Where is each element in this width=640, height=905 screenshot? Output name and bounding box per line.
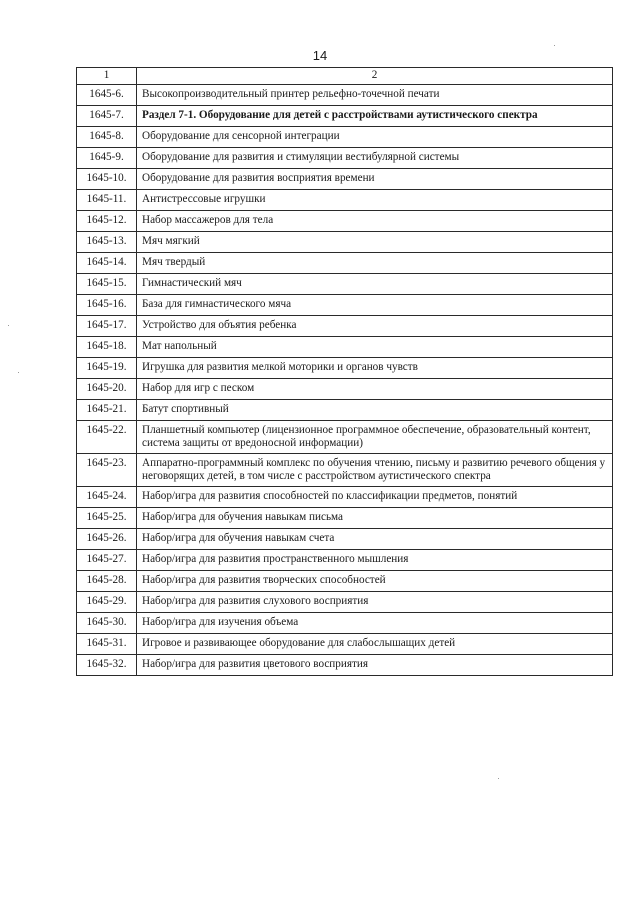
row-number: 1645-6. <box>77 85 137 106</box>
row-item-name: Оборудование для развития восприятия времени <box>137 169 613 190</box>
row-item-name: Гимнастический мяч <box>137 274 613 295</box>
row-number: 1645-31. <box>77 634 137 655</box>
row-item-name: Мяч мягкий <box>137 232 613 253</box>
table-row <box>77 454 613 487</box>
table-row <box>77 232 613 253</box>
row-number: 1645-13. <box>77 232 137 253</box>
row-item-name: Набор/игра для развития слухового восприятия <box>137 592 613 613</box>
table-row <box>77 169 613 190</box>
row-item-name: Набор/игра для развития способностей по классификации предметов, понятий <box>137 487 613 508</box>
row-number: 1645-15. <box>77 274 137 295</box>
row-number: 1645-18. <box>77 337 137 358</box>
table-header-row <box>77 68 613 85</box>
row-number: 1645-21. <box>77 400 137 421</box>
table-row <box>77 550 613 571</box>
row-number: 1645-10. <box>77 169 137 190</box>
row-item-name: Набор/игра для обучения навыкам письма <box>137 508 613 529</box>
row-number: 1645-25. <box>77 508 137 529</box>
row-item-name: Устройство для объятия ребенка <box>137 316 613 337</box>
table-row <box>77 634 613 655</box>
row-number: 1645-24. <box>77 487 137 508</box>
row-item-name: Набор массажеров для тела <box>137 211 613 232</box>
table-row <box>77 148 613 169</box>
scan-speck <box>554 45 555 46</box>
row-item-name: Батут спортивный <box>137 400 613 421</box>
row-number: 1645-14. <box>77 253 137 274</box>
row-number: 1645-28. <box>77 571 137 592</box>
table-row <box>77 421 613 454</box>
row-number: 1645-23. <box>77 454 137 487</box>
table-row <box>77 400 613 421</box>
row-number: 1645-26. <box>77 529 137 550</box>
row-item-name: Игровое и развивающее оборудование для слабослышащих детей <box>137 634 613 655</box>
header-col-name: 2 <box>137 68 613 85</box>
table-row <box>77 253 613 274</box>
row-item-name: Набор для игр с песком <box>137 379 613 400</box>
scan-speck <box>498 778 499 779</box>
table-body <box>77 68 613 676</box>
table-row <box>77 508 613 529</box>
table-row <box>77 613 613 634</box>
table-row <box>77 337 613 358</box>
row-number: 1645-9. <box>77 148 137 169</box>
equipment-table <box>76 67 613 676</box>
row-number: 1645-12. <box>77 211 137 232</box>
table-row <box>77 211 613 232</box>
row-number: 1645-29. <box>77 592 137 613</box>
row-number: 1645-27. <box>77 550 137 571</box>
row-number: 1645-30. <box>77 613 137 634</box>
row-item-name: Антистрессовые игрушки <box>137 190 613 211</box>
table-row <box>77 379 613 400</box>
table-row <box>77 571 613 592</box>
table-row <box>77 274 613 295</box>
scan-speck <box>8 325 9 326</box>
row-item-name: Оборудование для развития и стимуляции вестибулярной системы <box>137 148 613 169</box>
table-row <box>77 295 613 316</box>
row-item-name: Набор/игра для развития цветового восприятия <box>137 655 613 676</box>
row-number: 1645-19. <box>77 358 137 379</box>
row-item-name: База для гимнастического мяча <box>137 295 613 316</box>
row-number: 1645-8. <box>77 127 137 148</box>
table-row <box>77 358 613 379</box>
table-row <box>77 85 613 106</box>
scan-speck <box>18 372 19 373</box>
row-item-name: Набор/игра для обучения навыкам счета <box>137 529 613 550</box>
row-item-name: Высокопроизводительный принтер рельефно-точечной печати <box>137 85 613 106</box>
table-row <box>77 487 613 508</box>
row-number: 1645-22. <box>77 421 137 454</box>
header-col-number: 1 <box>77 68 137 85</box>
table-row <box>77 529 613 550</box>
table-row <box>77 655 613 676</box>
table-row <box>77 592 613 613</box>
row-number: 1645-11. <box>77 190 137 211</box>
row-item-name: Набор/игра для изучения объема <box>137 613 613 634</box>
row-number: 1645-16. <box>77 295 137 316</box>
row-number: 1645-20. <box>77 379 137 400</box>
table-row <box>77 190 613 211</box>
row-item-name: Мяч твердый <box>137 253 613 274</box>
row-number: 1645-17. <box>77 316 137 337</box>
row-item-name: Аппаратно-программный комплекс по обучения чтению, письму и развитию речевого общения у неговорящих детей, в том числе с расстройством аутистического спектра <box>137 454 613 487</box>
row-number: 1645-7. <box>77 106 137 127</box>
page-number: 14 <box>312 48 328 63</box>
row-number: 1645-32. <box>77 655 137 676</box>
table-row <box>77 106 613 127</box>
table-row <box>77 316 613 337</box>
row-item-name: Мат напольный <box>137 337 613 358</box>
row-item-name: Оборудование для сенсорной интеграции <box>137 127 613 148</box>
row-item-name: Игрушка для развития мелкой моторики и органов чувств <box>137 358 613 379</box>
table-row <box>77 127 613 148</box>
section-heading: Раздел 7-1. Оборудование для детей с расстройствами аутистического спектра <box>137 106 613 127</box>
row-item-name: Планшетный компьютер (лицензионное программное обеспечение, образовательный контент, система защиты от вредоносной информации) <box>137 421 613 454</box>
row-item-name: Набор/игра для развития пространственного мышления <box>137 550 613 571</box>
row-item-name: Набор/игра для развития творческих способностей <box>137 571 613 592</box>
